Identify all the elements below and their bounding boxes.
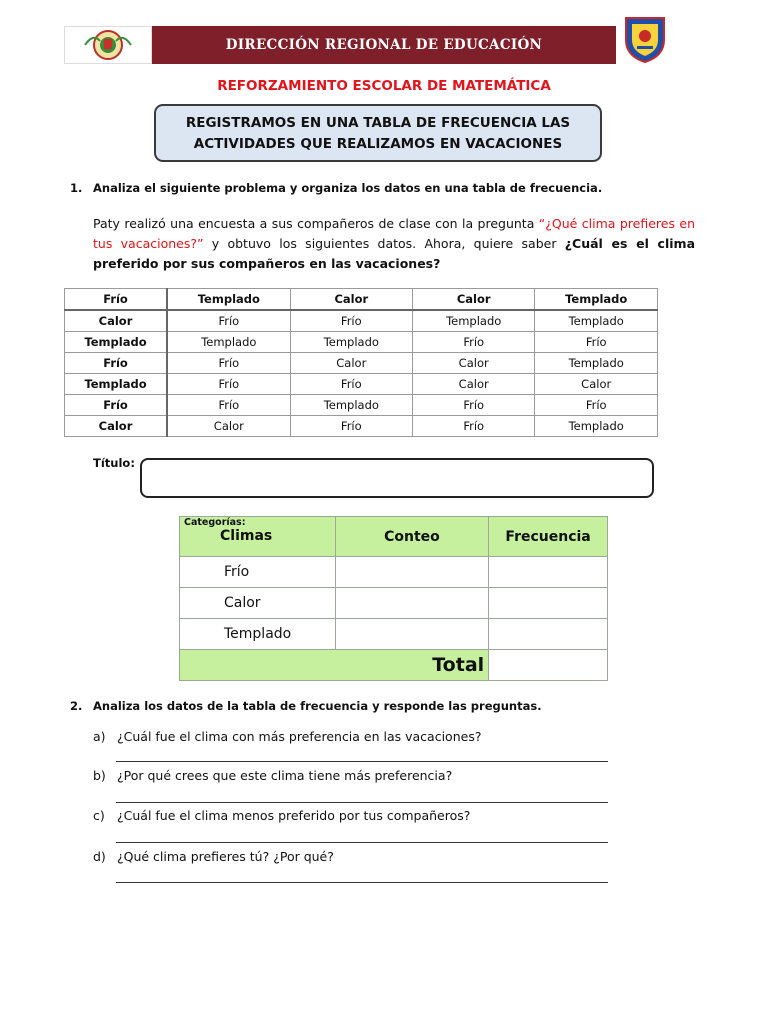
survey-cell: Frío — [65, 289, 168, 311]
survey-row — [65, 416, 658, 437]
title-box — [154, 104, 602, 162]
total-row — [180, 650, 608, 681]
frecuencia-cell[interactable] — [489, 619, 608, 650]
survey-cell: Templado — [535, 310, 658, 332]
problem-paragraph — [93, 214, 695, 274]
survey-cell: Frío — [535, 395, 658, 416]
sub-question-d — [93, 849, 334, 864]
title-line-2: ACTIVIDADES QUE REALIZAMOS EN VACACIONES — [193, 136, 563, 152]
paragraph-part-1: Paty realizó una encuesta a sus compañeros de clase con la pregunta — [93, 216, 539, 231]
school-shield-icon — [622, 14, 668, 64]
sub-question-letter: c) — [93, 808, 105, 823]
freq-row — [180, 557, 608, 588]
survey-cell: Frío — [167, 374, 290, 395]
survey-cell: Templado — [65, 332, 168, 353]
survey-cell: Calor — [65, 416, 168, 437]
survey-row — [65, 289, 658, 311]
sub-question-text: ¿Cuál fue el clima con más preferencia en las vacaciones? — [117, 729, 482, 744]
sub-question-letter: a) — [93, 729, 106, 744]
answer-line-b[interactable] — [116, 802, 608, 803]
categories-small-label: Categorías: — [184, 517, 246, 528]
question-1-text: Analiza el siguiente problema y organiza los datos en una tabla de frecuencia. — [93, 181, 603, 195]
survey-cell: Calor — [413, 374, 535, 395]
survey-cell: Frío — [167, 310, 290, 332]
total-cell[interactable] — [489, 650, 608, 681]
survey-cell: Frío — [167, 353, 290, 374]
survey-row — [65, 353, 658, 374]
freq-row — [180, 619, 608, 650]
conteo-header: Conteo — [335, 517, 488, 557]
survey-data-table — [64, 288, 658, 437]
survey-cell: Calor — [413, 353, 535, 374]
freq-row — [180, 588, 608, 619]
survey-cell: Frío — [535, 332, 658, 353]
answer-line-d[interactable] — [116, 882, 608, 883]
header-title: DIRECCIÓN REGIONAL DE EDUCACIÓN — [225, 37, 543, 53]
survey-cell: Frío — [65, 353, 168, 374]
survey-cell: Templado — [535, 353, 658, 374]
paragraph-part-2: y obtuvo los siguientes datos. Ahora, quiere saber — [203, 236, 565, 251]
survey-cell: Calor — [290, 289, 412, 311]
title-input-box[interactable] — [140, 458, 654, 498]
frequency-table — [179, 516, 608, 681]
survey-cell: Frío — [413, 416, 535, 437]
survey-cell: Calor — [535, 374, 658, 395]
categories-header — [180, 517, 336, 557]
sub-question-text: ¿Por qué crees que este clima tiene más preferencia? — [117, 768, 453, 783]
sub-question-b — [93, 768, 452, 783]
survey-cell: Frío — [413, 395, 535, 416]
survey-cell: Frío — [290, 310, 412, 332]
answer-line-c[interactable] — [116, 842, 608, 843]
question-2-text: Analiza los datos de la tabla de frecuencia y responde las preguntas. — [93, 699, 542, 713]
conteo-cell[interactable] — [335, 588, 488, 619]
survey-cell: Templado — [290, 332, 412, 353]
survey-cell: Calor — [65, 310, 168, 332]
sub-question-text: ¿Qué clima prefieres tú? ¿Por qué? — [117, 849, 334, 864]
question-1 — [70, 181, 602, 195]
conteo-cell[interactable] — [335, 619, 488, 650]
sub-question-text: ¿Cuál fue el clima menos preferido por tus compañeros? — [117, 808, 471, 823]
survey-row — [65, 374, 658, 395]
title-line-1: REGISTRAMOS EN UNA TABLA DE FRECUENCIA LAS — [185, 115, 571, 131]
paragraph-bold: ¿Cuál es el clima preferido por sus compañeros en las vacaciones? — [93, 236, 695, 271]
survey-cell: Templado — [535, 289, 658, 311]
survey-cell: Frío — [65, 395, 168, 416]
answer-line-a[interactable] — [116, 761, 608, 762]
question-2-number: 2. — [70, 699, 83, 713]
freq-row-label: Frío — [180, 557, 336, 588]
paragraph-question: “¿Qué clima prefieres en tus vacaciones?” — [93, 216, 696, 251]
sub-question-letter: d) — [93, 849, 106, 864]
sub-question-c — [93, 808, 470, 823]
sub-question-letter: b) — [93, 768, 106, 783]
conteo-cell[interactable] — [335, 557, 488, 588]
frecuencia-cell[interactable] — [489, 588, 608, 619]
regional-emblem-icon — [64, 26, 152, 64]
frecuencia-cell[interactable] — [489, 557, 608, 588]
freq-row-label: Templado — [180, 619, 336, 650]
survey-cell: Templado — [167, 332, 290, 353]
survey-row — [65, 395, 658, 416]
frecuencia-header: Frecuencia — [489, 517, 608, 557]
survey-cell: Templado — [290, 395, 412, 416]
subtitle: REFORZAMIENTO ESCOLAR DE MATEMÁTICA — [217, 78, 551, 94]
title-label: Título: — [93, 456, 135, 470]
sub-question-a — [93, 729, 481, 744]
climas-label: Climas — [220, 528, 273, 544]
survey-cell: Templado — [167, 289, 290, 311]
survey-cell: Templado — [65, 374, 168, 395]
question-1-number: 1. — [70, 181, 83, 195]
total-label: Total — [180, 650, 489, 681]
survey-cell: Frío — [413, 332, 535, 353]
survey-row — [65, 310, 658, 332]
survey-cell: Templado — [413, 310, 535, 332]
freq-row-label: Calor — [180, 588, 336, 619]
survey-cell: Frío — [167, 395, 290, 416]
survey-row — [65, 332, 658, 353]
survey-cell: Templado — [535, 416, 658, 437]
survey-cell: Calor — [167, 416, 290, 437]
survey-cell: Frío — [290, 374, 412, 395]
survey-cell: Calor — [290, 353, 412, 374]
survey-cell: Frío — [290, 416, 412, 437]
question-2 — [70, 699, 542, 713]
survey-cell: Calor — [413, 289, 535, 311]
